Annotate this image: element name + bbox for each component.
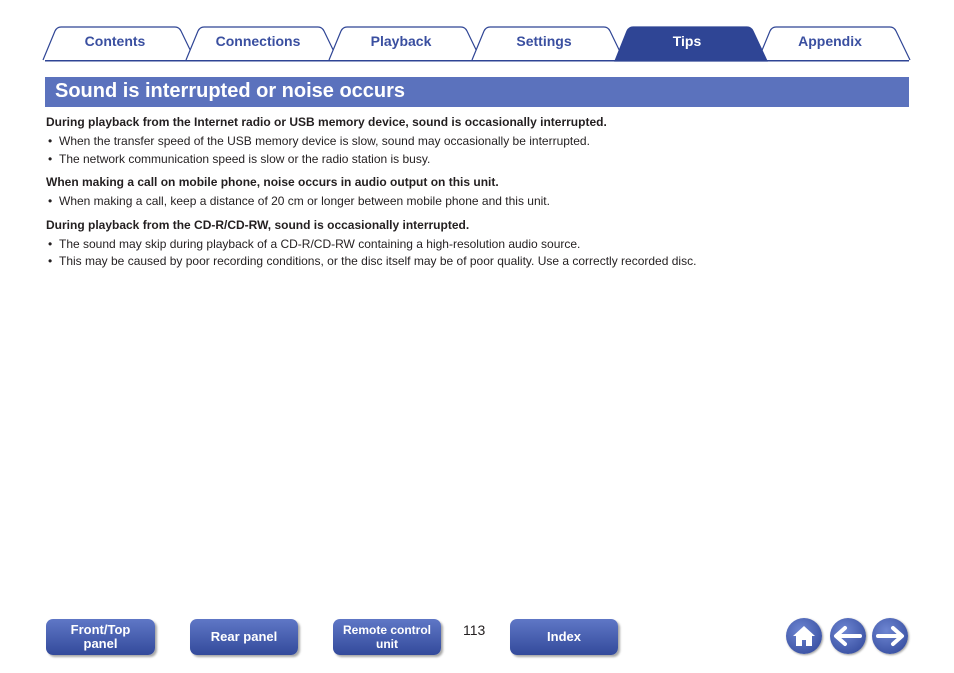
tab-playback[interactable]: Playback xyxy=(370,33,432,49)
list-item-text: The network communication speed is slow or the radio station is busy. xyxy=(59,151,431,166)
list-item-text: The sound may skip during playback of a CD-R/CD-RW containing a high-resolution audio source. xyxy=(59,236,581,251)
top-navigation-tabs xyxy=(0,0,954,64)
issue-block xyxy=(46,174,906,211)
list-item xyxy=(46,133,906,151)
list-item xyxy=(46,151,906,169)
front-top-panel-line2: panel xyxy=(83,636,118,651)
front-top-panel-label xyxy=(71,623,131,651)
remote-control-line2: unit xyxy=(375,637,398,651)
remote-control-unit-label xyxy=(343,623,431,651)
list-item-text: When the transfer speed of the USB memory device is slow, sound may occasionally be interrupted. xyxy=(59,134,590,148)
bullet-list xyxy=(46,236,906,271)
bullet-list xyxy=(46,193,906,211)
issue-heading: During playback from the Internet radio or USB memory device, sound is occasionally interrupted. xyxy=(46,115,607,129)
arrow-left-icon xyxy=(830,618,866,654)
issue-block xyxy=(46,217,906,271)
bullet-dot: • xyxy=(48,254,53,268)
remote-control-unit-button[interactable] xyxy=(333,619,441,655)
list-item xyxy=(46,236,906,254)
bullet-dot: • xyxy=(48,134,53,148)
page-number: 113 xyxy=(463,622,486,638)
arrow-right-icon xyxy=(872,618,908,654)
home-button[interactable] xyxy=(786,618,822,654)
bullet-dot: • xyxy=(48,151,53,166)
issue-block xyxy=(46,114,906,168)
tab-appendix[interactable]: Appendix xyxy=(798,33,862,49)
list-item xyxy=(46,253,906,271)
front-top-panel-button[interactable] xyxy=(46,619,155,655)
tab-shapes xyxy=(0,0,954,64)
rear-panel-button[interactable] xyxy=(190,619,298,655)
issue-heading: When making a call on mobile phone, noise occurs in audio output on this unit. xyxy=(46,175,499,189)
page-title: Sound is interrupted or noise occurs xyxy=(55,80,406,102)
list-item xyxy=(46,193,906,211)
next-page-button[interactable] xyxy=(872,618,908,654)
bullet-list xyxy=(46,133,906,168)
front-top-panel-line1: Front/Top xyxy=(70,622,131,637)
issue-heading: During playback from the CD-R/CD-RW, sound is occasionally interrupted. xyxy=(46,217,470,232)
home-icon xyxy=(786,618,822,654)
index-label: Index xyxy=(547,629,581,644)
previous-page-button[interactable] xyxy=(830,618,866,654)
troubleshooting-content xyxy=(46,114,906,277)
tab-connections[interactable]: Connections xyxy=(215,33,301,49)
remote-control-line1: Remote control xyxy=(342,623,431,637)
section-title-bar xyxy=(45,77,909,107)
bullet-dot: • xyxy=(48,194,53,208)
tab-tips[interactable]: Tips xyxy=(672,33,702,49)
index-button[interactable] xyxy=(510,619,618,655)
tab-contents[interactable]: Contents xyxy=(84,33,146,49)
list-item-text: When making a call, keep a distance of 20 cm or longer between mobile phone and this unit. xyxy=(59,194,550,208)
bullet-dot: • xyxy=(48,236,53,251)
tab-settings[interactable]: Settings xyxy=(516,33,572,49)
list-item-text: This may be caused by poor recording conditions, or the disc itself may be of poor quality. Use a correctly recorded disc. xyxy=(59,254,697,268)
rear-panel-label: Rear panel xyxy=(210,629,278,644)
